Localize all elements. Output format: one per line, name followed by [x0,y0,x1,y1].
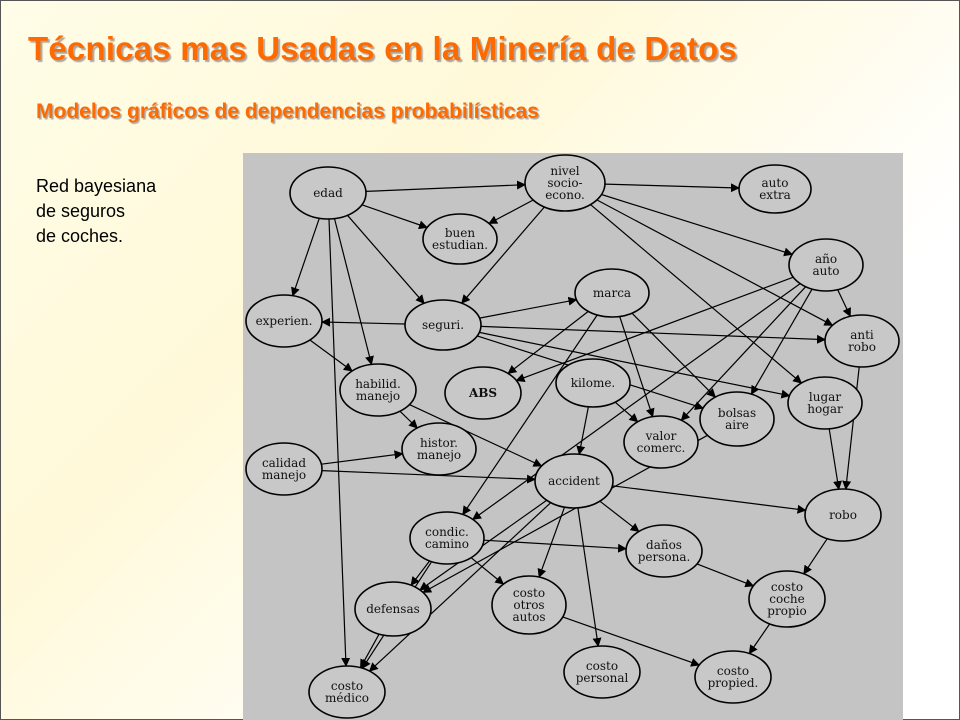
node-label: ABS [468,386,498,400]
node-habilid [340,364,416,416]
node-label: propied. [707,676,759,690]
node-label: manejo [416,448,462,462]
node-label: personal [575,671,629,685]
node-bolsas [700,392,774,446]
node-label: valor [645,429,677,443]
node-label: auto [812,264,840,278]
node-label: nivel [550,164,580,178]
node-kilome [556,359,630,407]
node-label: extra [759,188,791,202]
node-label: coche [769,592,805,606]
node-label: costo [512,586,546,600]
node-label: robo [848,340,876,354]
node-label: propio [767,604,807,618]
node-lugar [788,377,862,429]
node-label: calidad [261,456,307,470]
node-label: persona. [637,550,691,564]
node-defensas [355,582,431,636]
node-label: estudian. [431,238,489,252]
node-edad [290,167,366,219]
node-label: marca [592,286,632,300]
node-label: anti [850,328,874,342]
node-label: manejo [355,389,401,403]
node-danos [626,525,702,577]
diagram-caption [36,174,156,249]
node-label: accident [548,474,600,488]
node-anoauto [789,239,863,291]
node-label: autos [512,610,546,624]
node-nivel [525,155,605,211]
node-experien [246,295,322,347]
node-label: buen [444,226,476,240]
node-propied [695,651,771,703]
node-label: socio- [547,176,583,190]
node-label: costo [770,580,804,594]
slide-title: Técnicas mas Usadas en la Minería de Datos [28,30,738,67]
node-calidad [246,443,322,495]
node-accident [535,454,613,508]
node-valor [624,416,698,468]
bayesian-network-diagram [243,153,903,720]
node-label: defensas [366,602,420,616]
node-autoextra [739,165,811,213]
diagram-background [243,153,903,720]
node-label: habilid. [355,377,401,391]
node-label: médico [325,691,369,705]
node-histor [402,423,476,475]
node-label: condic. [425,525,469,539]
node-label: econo. [545,188,585,202]
node-robo [805,489,881,541]
node-condic [410,512,484,564]
caption-line: de seguros [36,201,126,221]
node-medico [309,666,385,718]
node-abs [445,367,521,419]
caption-line: Red bayesiana [36,176,157,196]
node-label: edad [313,186,343,200]
node-label: costo [585,659,619,673]
node-label: bolsas [717,406,757,420]
caption-line: de coches. [36,226,124,246]
node-label: histor. [419,436,459,450]
node-label: comerc. [636,441,686,455]
node-label: auto [761,176,789,190]
node-buen [423,214,497,264]
node-label: robo [829,508,857,522]
node-label: daños [646,538,682,552]
node-label: kilome. [570,376,616,390]
node-label: manejo [261,468,307,482]
node-label: año [814,252,838,266]
node-label: hogar [807,402,843,416]
node-label: otros [513,598,545,612]
node-antirobo [825,315,899,367]
node-label: camino [424,537,470,551]
node-label: costo [716,664,750,678]
node-personal [564,646,640,698]
slide-subtitle: Modelos gráficos de dependencias probabilísticas [36,100,539,123]
node-label: seguri. [421,318,465,332]
node-cochepropio [749,571,825,627]
node-label: experien. [255,314,313,328]
node-label: aire [725,418,749,432]
node-seguri [405,300,481,350]
node-otros [492,576,566,634]
node-marca [575,269,649,317]
node-label: costo [330,679,364,693]
node-label: lugar [808,390,842,404]
